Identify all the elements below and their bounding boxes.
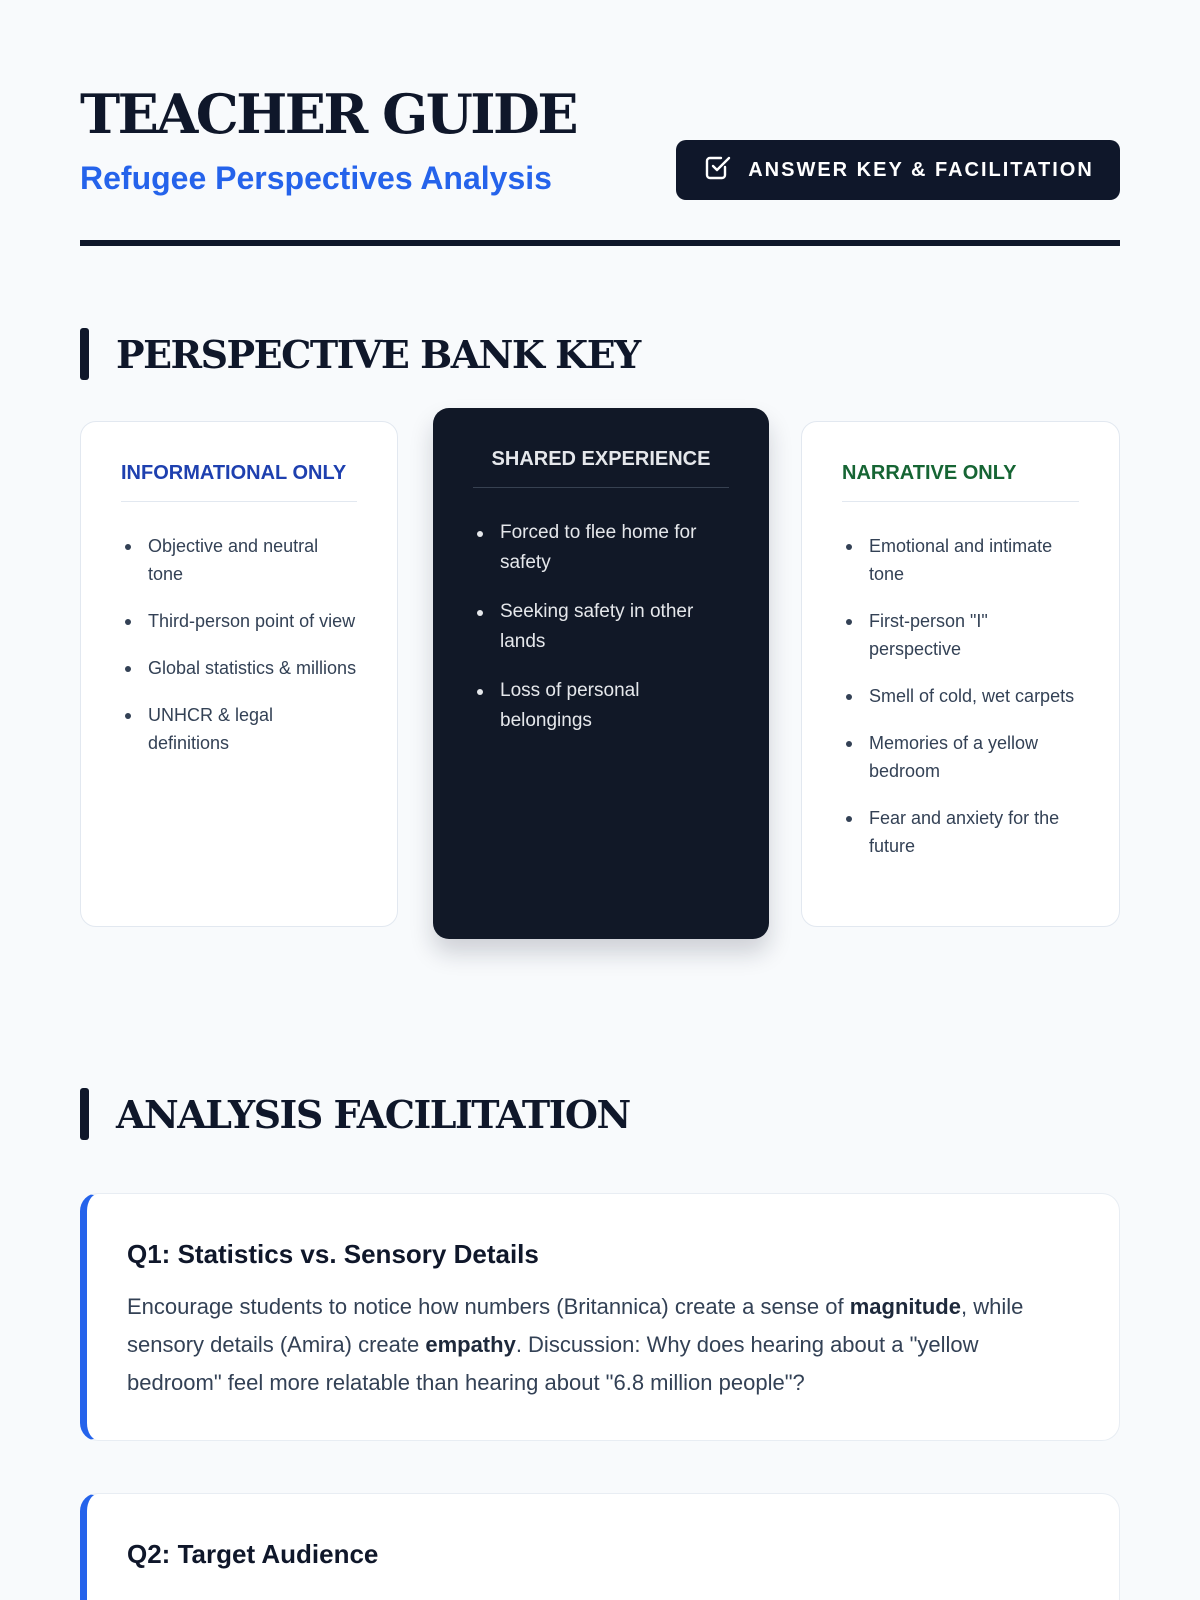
list-item: Emotional and intimate tone bbox=[842, 532, 1079, 588]
question-card-q1 bbox=[80, 1193, 1120, 1441]
body-text: , while sensory details (Amira) create bbox=[127, 1294, 1024, 1357]
section-title-analysis: ANALYSIS FACILITATION bbox=[116, 1091, 630, 1137]
card-title-informational: INFORMATIONAL ONLY bbox=[121, 462, 357, 502]
checkbox-icon bbox=[702, 151, 734, 189]
card-title-shared: SHARED EXPERIENCE bbox=[473, 448, 729, 488]
informational-list bbox=[121, 532, 357, 757]
question-card-q2 bbox=[80, 1493, 1120, 1600]
list-item: Seeking safety in other lands bbox=[473, 597, 729, 657]
question-body bbox=[127, 1288, 1079, 1402]
list-item: Fear and anxiety for the future bbox=[842, 804, 1079, 860]
badge-label: ANSWER KEY & FACILITATION bbox=[748, 158, 1094, 181]
list-item: Forced to flee home for safety bbox=[473, 518, 729, 578]
card-informational bbox=[80, 421, 398, 927]
card-title-narrative: NARRATIVE ONLY bbox=[842, 462, 1079, 502]
section-heading-bank bbox=[80, 328, 640, 380]
card-shared bbox=[433, 408, 769, 939]
list-item: UNHCR & legal definitions bbox=[121, 701, 357, 757]
body-text: . Discussion: Why does hearing about a "yellow bedroom" feel more relatable than hearing about "6.8 million people"? bbox=[127, 1332, 979, 1395]
card-narrative bbox=[801, 421, 1120, 927]
header-divider bbox=[80, 240, 1120, 246]
section-title-bank: PERSPECTIVE BANK KEY bbox=[116, 331, 640, 377]
question-title: Q1: Statistics vs. Sensory Details bbox=[127, 1239, 539, 1269]
list-item: Objective and neutral tone bbox=[121, 532, 357, 588]
answer-key-badge bbox=[676, 140, 1120, 200]
list-item: First-person "I" perspective bbox=[842, 607, 1079, 663]
page-subtitle: Refugee Perspectives Analysis bbox=[80, 160, 552, 196]
list-item: Third-person point of view bbox=[121, 607, 357, 635]
list-item: Global statistics & millions bbox=[121, 654, 357, 682]
page-header bbox=[80, 0, 1120, 248]
narrative-list bbox=[842, 532, 1079, 860]
section-accent-bar bbox=[80, 1088, 89, 1140]
body-text: Encourage students to notice how numbers (Britannica) create a sense of bbox=[127, 1294, 850, 1319]
list-item: Smell of cold, wet carpets bbox=[842, 682, 1079, 710]
emphasis-text: empathy bbox=[425, 1332, 516, 1357]
teacher-guide-page bbox=[80, 0, 1120, 1569]
section-accent-bar bbox=[80, 328, 89, 380]
shared-list bbox=[473, 518, 729, 736]
page-title: TEACHER GUIDE bbox=[80, 82, 577, 146]
emphasis-text: magnitude bbox=[849, 1294, 961, 1319]
list-item: Loss of personal belongings bbox=[473, 676, 729, 736]
question-title: Q2: Target Audience bbox=[127, 1539, 379, 1569]
section-heading-analysis bbox=[80, 1088, 630, 1140]
list-item: Memories of a yellow bedroom bbox=[842, 729, 1079, 785]
